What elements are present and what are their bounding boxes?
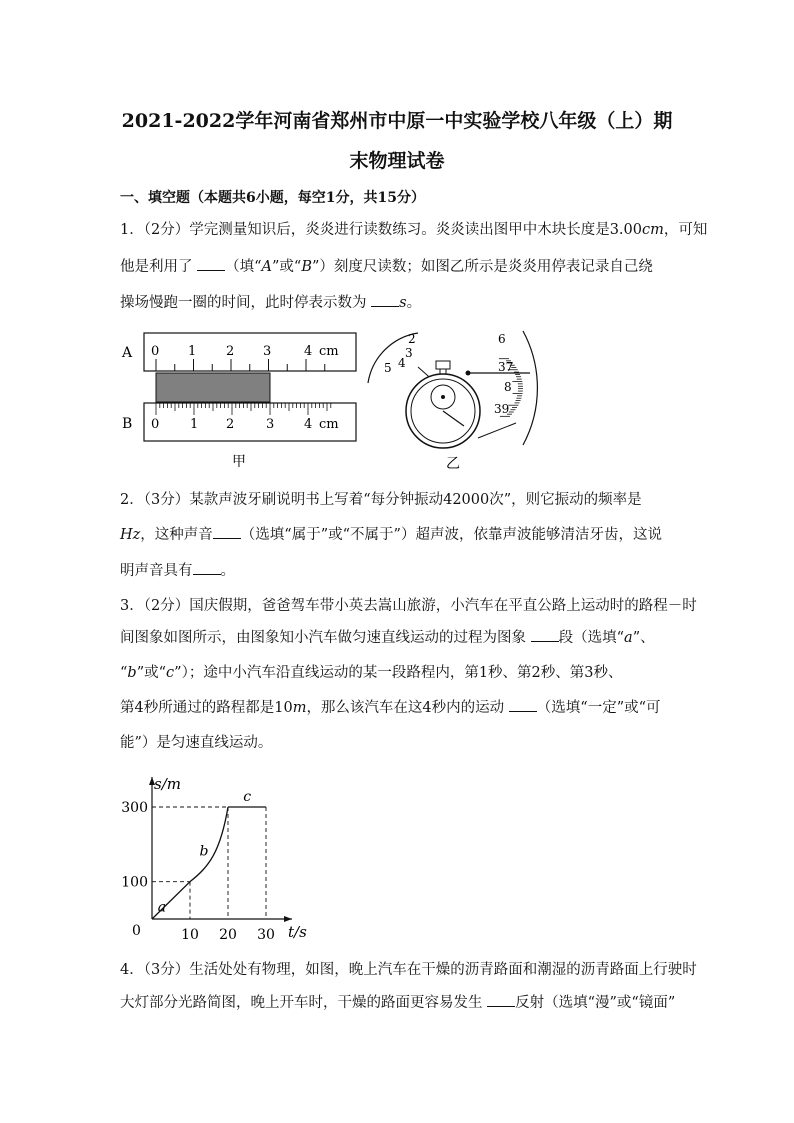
q4-text: 反射（选填“漫”或“镜面” — [515, 995, 676, 1011]
caption-jia: 甲 — [232, 454, 246, 470]
q4-line1: 4．（3分）生活处处有物理，如图，晚上汽车在干燥的沥青路面和潮湿的沥青路面上行驶时 — [120, 962, 697, 978]
q1-text: ”）刻度尺读数；如图乙所示是炎炎用停表记录自己绕 — [312, 259, 653, 275]
small-dial-label: 4 — [398, 356, 406, 370]
large-dial-label: 37 — [498, 360, 514, 374]
q2-unit-hz: Hz — [120, 527, 141, 543]
leader-line — [478, 423, 516, 438]
ruler-b-tick-label: 1 — [190, 417, 199, 432]
q1-text: 1．（2分）学完测量知识后，炎炎进行读数练习。炎炎读出图甲中木块长度是3.00 — [120, 222, 642, 238]
small-dial-label: 3 — [405, 346, 413, 360]
large-dial-arc — [523, 331, 537, 445]
q1-line1 — [120, 218, 708, 239]
q1-option-b: B — [301, 259, 312, 275]
q2-text: ，这种声音 — [140, 527, 213, 543]
q2-line3 — [120, 559, 676, 580]
q1-line3 — [120, 291, 676, 312]
q1-unit-cm: cm — [641, 222, 664, 238]
q3-text: ”）；途中小汽车沿直线运动的某一段路程内，第1秒、第2秒、第3秒、 — [174, 665, 623, 681]
ruler-a-unit: cm — [319, 344, 339, 359]
x-tick-label: 20 — [219, 927, 237, 943]
stopwatch-center — [441, 395, 445, 399]
x-axis-arrow — [284, 916, 292, 922]
q3-line1: 3．（2分）国庆假期，爸爸驾车带小英去嵩山旅游，小汽车在平直公路上运动时的路程－时 — [120, 598, 697, 614]
ruler-a-tick-label: 0 — [151, 344, 160, 359]
y-tick-label: 100 — [121, 874, 148, 891]
y-tick-label: 300 — [121, 800, 148, 816]
distance-time-chart — [110, 765, 320, 945]
origin-label: 0 — [132, 923, 141, 939]
ruler-a-tick-label: 2 — [226, 344, 235, 359]
wood-block — [156, 373, 270, 402]
q1-text: 他是利用了 — [120, 259, 198, 275]
segment-label-c: c — [243, 789, 252, 805]
section-heading: 一、填空题（本题共6小题，每空1分，共15分） — [120, 190, 425, 206]
answer-blank[interactable] — [197, 258, 225, 271]
ruler-a-label: A — [122, 345, 133, 361]
q2-text: 。 — [220, 563, 235, 579]
ruler-b-label: B — [122, 416, 133, 432]
small-dial-label: 2 — [408, 332, 416, 346]
q4-text: 大灯部分光路简图，晚上开车时，干燥的路面更容易发生 — [120, 995, 488, 1011]
q1-text: 操场慢跑一圈的时间，此时停表示数为 — [120, 295, 372, 311]
q1-line2 — [120, 255, 676, 276]
q3-line3 — [120, 661, 676, 682]
stopwatch-crown — [436, 361, 450, 369]
q3-text: ”、 — [632, 630, 655, 646]
ruler-b-tick-label: 0 — [151, 417, 160, 432]
segment-label-b: b — [199, 843, 209, 860]
large-dial-label: 8 — [504, 380, 512, 394]
page-title-line1: 2021-2022学年河南省郑州市中原一中实验学校八年级（上）期 — [121, 110, 673, 132]
answer-blank[interactable] — [193, 562, 221, 575]
q3-text: ”或“ — [136, 665, 167, 681]
ruler-a-tick-label: 4 — [304, 344, 313, 359]
q1-text: 。 — [406, 295, 422, 311]
q3-line5: 能”）是匀速直线运动。 — [120, 735, 273, 751]
q2-text: 明声音具有 — [120, 563, 193, 579]
q1-text: ，可知 — [663, 222, 708, 238]
q1-unit-s: s — [399, 295, 407, 311]
q3-text: ，那么该汽车在这4秒内的运动 — [306, 700, 509, 716]
q1-text: ”或“ — [272, 259, 302, 275]
q3-text: “ — [120, 665, 128, 681]
x-axis-label: t/s — [288, 923, 307, 941]
ruler-b-tick-label: 2 — [226, 417, 235, 432]
ruler-a-tick-label: 1 — [188, 344, 197, 359]
segment-label-a: a — [157, 899, 167, 916]
q3-text: 第4秒所通过的路程都是10 — [120, 700, 293, 716]
q3-text: 段（选填“ — [558, 630, 625, 646]
q1-option-a: A — [261, 259, 273, 275]
ruler-a-tick-label: 3 — [263, 344, 272, 359]
q2-text: （选填“属于”或“不属于”）超声波，依靠声波能够清洁牙齿，这说 — [240, 527, 662, 543]
ruler-b-unit: cm — [319, 417, 339, 432]
q3-option-a: a — [624, 630, 633, 646]
q2-line2 — [120, 523, 676, 544]
answer-blank[interactable] — [371, 294, 399, 307]
q3-unit-m: m — [292, 700, 307, 716]
x-tick-label: 30 — [257, 927, 275, 943]
answer-blank[interactable] — [213, 526, 241, 539]
q3-line2 — [120, 626, 676, 647]
q3-text: （选填“一定”或“可 — [536, 700, 661, 716]
large-dial-label: 39 — [494, 402, 510, 416]
large-dial-label: 6 — [498, 332, 506, 346]
answer-blank[interactable] — [487, 994, 515, 1007]
page-title-line2: 末物理试卷 — [349, 150, 445, 172]
ruler-b-tick-label: 4 — [304, 417, 313, 432]
figure-ruler-stopwatch — [118, 325, 558, 475]
ruler-b-tick-label: 3 — [266, 417, 275, 432]
series-line-b — [190, 807, 228, 882]
caption-yi: 乙 — [446, 456, 460, 472]
answer-blank[interactable] — [509, 699, 537, 712]
y-axis-label: s/m — [154, 775, 181, 793]
x-tick-label: 10 — [181, 927, 199, 943]
q4-line2 — [120, 991, 676, 1012]
small-dial-label: 5 — [384, 361, 392, 375]
q1-text: （填“ — [225, 259, 262, 275]
q3-option-b: b — [127, 665, 137, 681]
q3-text: 间图象如图所示，由图象知小汽车做匀速直线运动的过程为图象 — [120, 630, 531, 646]
q3-line4 — [120, 696, 676, 717]
answer-blank[interactable] — [531, 629, 559, 642]
q3-option-c: c — [166, 665, 175, 681]
q2-line1: 2．（3分）某款声波牙刷说明书上写着“每分钟振动42000次”，则它振动的频率是 — [120, 492, 642, 508]
